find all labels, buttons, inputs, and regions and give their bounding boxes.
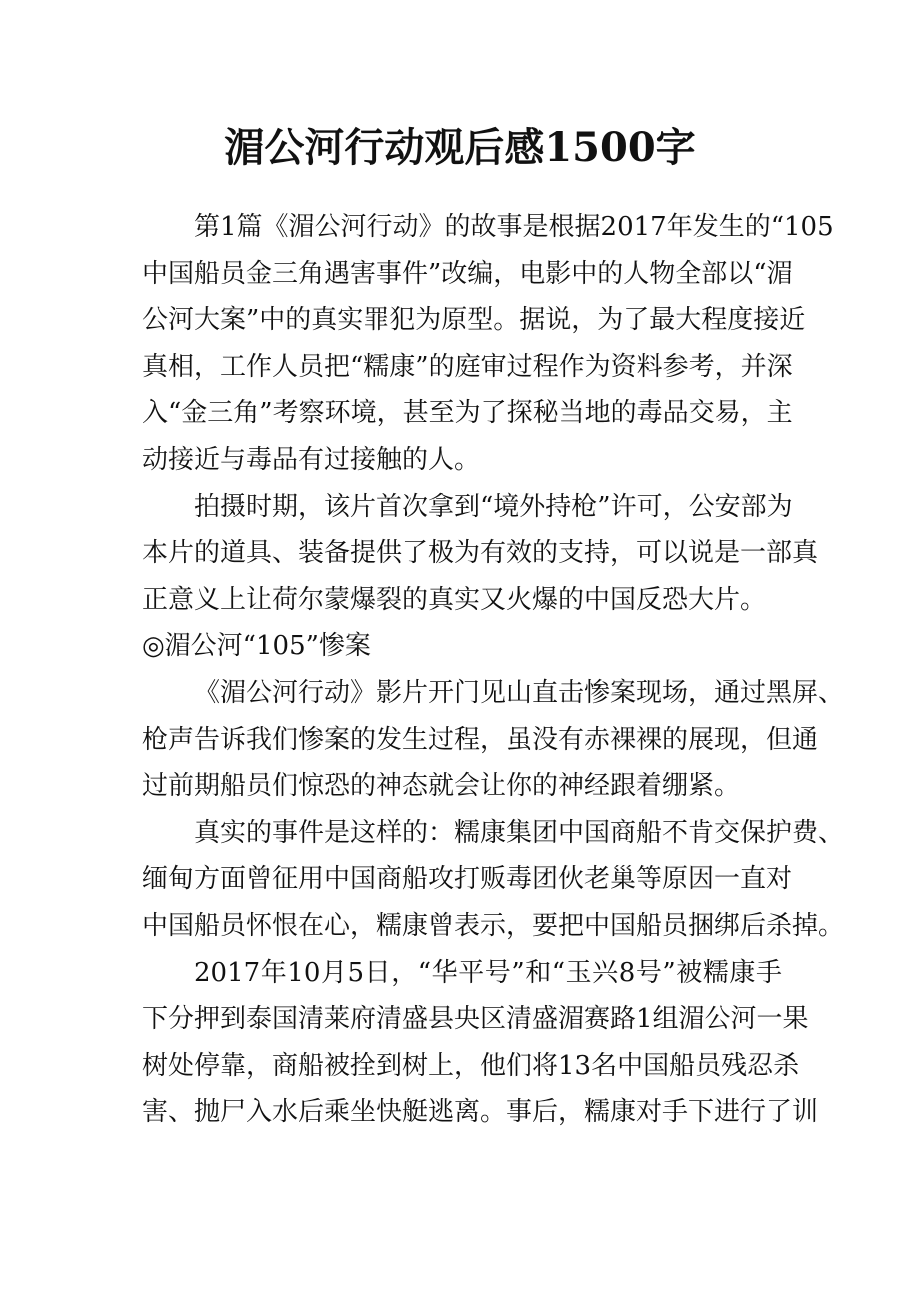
paragraph <box>142 484 819 624</box>
paragraph <box>142 204 834 484</box>
text-line: 第1篇《湄公河行动》的故事是根据2017年发生的“105 <box>194 212 834 242</box>
document-body <box>142 204 845 1136</box>
text-line: 《湄公河行动》影片开门见山直击惨案现场，通过黑屏、 <box>194 677 845 708</box>
text-line: 正意义上让荷尔蒙爆裂的真实又火爆的中国反恐大片。 <box>142 584 767 615</box>
text-line: 中国船员金三角遇害事件”改编，电影中的人物全部以“湄 <box>142 258 793 289</box>
text-line: 过前期船员们惊恐的神态就会让你的神经跟着绷紧。 <box>142 771 741 802</box>
text-line: 真相，工作人员把“糯康”的庭审过程作为资料参考，并深 <box>142 351 793 382</box>
text-line: 拍摄时期，该片首次拿到“境外持枪”许可，公安部为 <box>194 491 793 522</box>
text-line: 公河大案”中的真实罪犯为原型。据说，为了最大程度接近 <box>142 305 806 336</box>
text-line: ◎湄公河“105”惨案 <box>142 631 371 662</box>
document-title: 湄公河行动观后感1500字 <box>224 124 696 171</box>
text-line: 本片的道具、装备提供了极为有效的支持，可以说是一部真 <box>142 538 819 569</box>
text-line: 下分押到泰国清莱府清盛县央区清盛湄赛路1组湄公河一果 <box>142 1004 809 1035</box>
text-line: 中国船员怀恨在心，糯康曾表示，要把中国船员捆绑后杀掉。 <box>142 910 845 941</box>
text-line: 入“金三角”考察环境，甚至为了探秘当地的毒品交易，主 <box>142 398 793 429</box>
paragraph <box>142 810 845 950</box>
text-line: 缅甸方面曾征用中国商船攻打贩毒团伙老巢等原因一直对 <box>142 864 793 895</box>
text-line: 树处停靠，商船被拴到树上，他们将13名中国船员残忍杀 <box>142 1050 800 1081</box>
text-line: 枪声告诉我们惨案的发生过程，虽没有赤裸裸的展现，但通 <box>142 724 819 755</box>
paragraph <box>142 670 845 810</box>
text-line: 2017年10月5日，“华平号”和“玉兴8号”被糯康手 <box>194 957 782 988</box>
section-heading <box>142 623 782 670</box>
text-line: 动接近与毒品有过接触的人。 <box>142 444 481 475</box>
text-line: 害、抛尸入水后乘坐快艇逃离。事后，糯康对手下进行了训 <box>142 1097 819 1128</box>
text-line: 真实的事件是这样的：糯康集团中国商船不肯交保护费、 <box>194 817 845 848</box>
paragraph <box>142 950 819 1136</box>
